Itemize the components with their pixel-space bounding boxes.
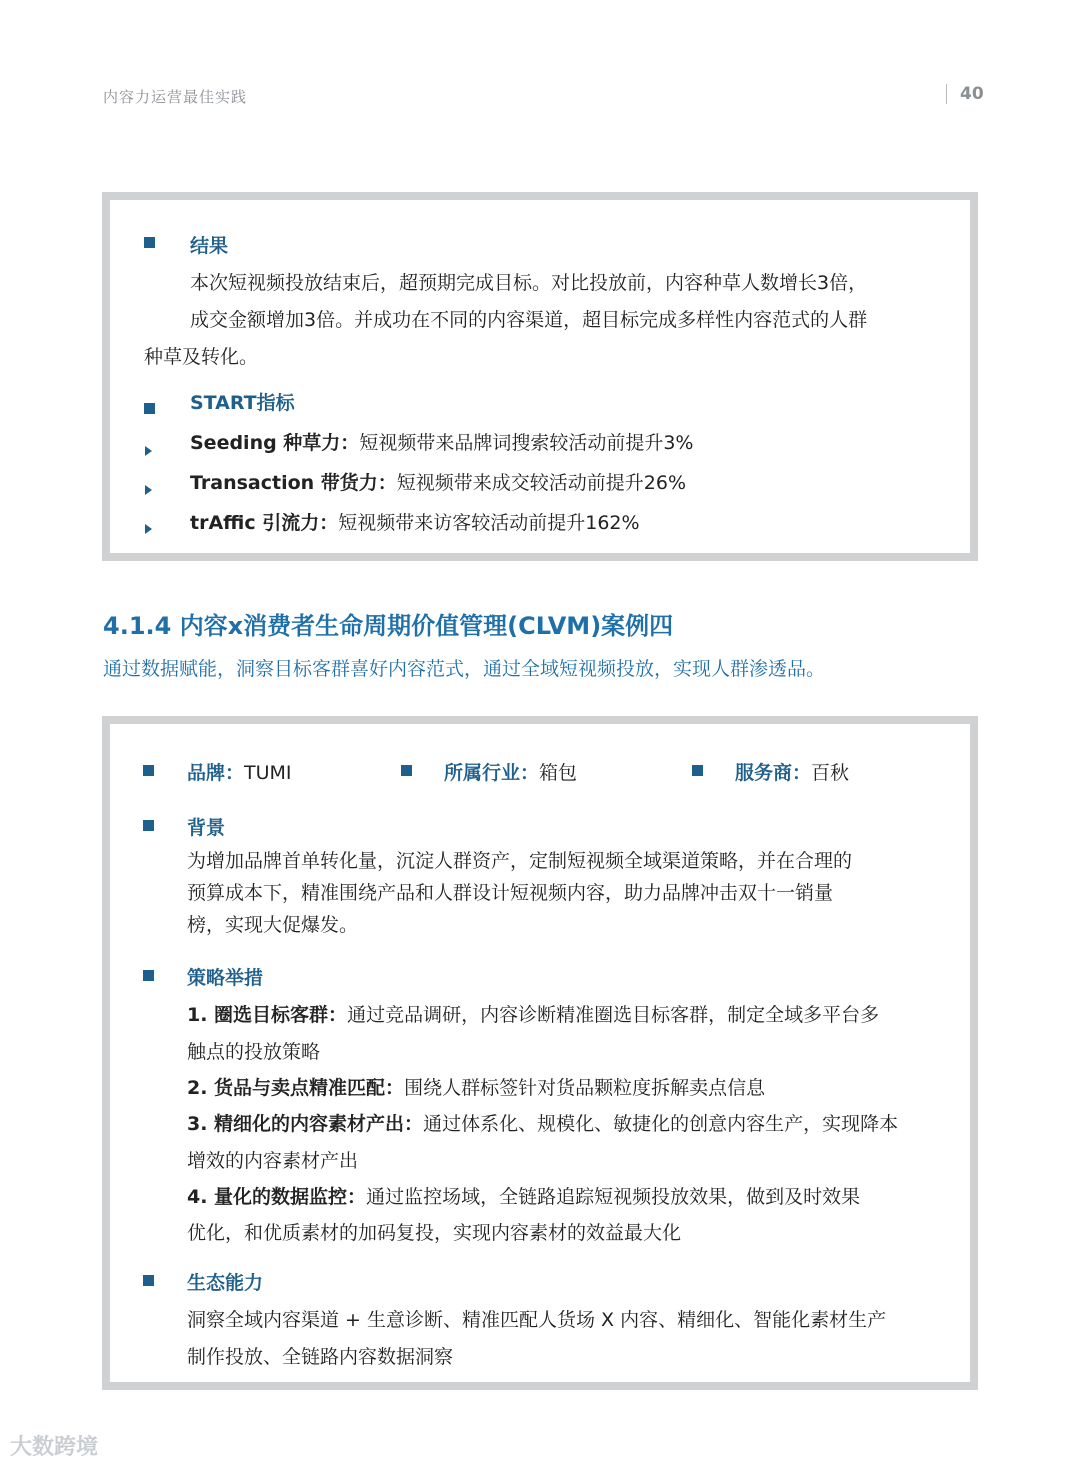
metric-desc: 短视频带来成交较活动前提升26% [396, 472, 687, 494]
brand-value: TUMI [244, 762, 292, 784]
watermark-logo [10, 1430, 98, 1461]
background-bullet-icon [143, 820, 154, 831]
result-line-3: 种草及转化。 [144, 346, 259, 368]
background-line-1: 为增加品牌首单转化量，沉淀人群资产，定制短视频全域渠道策略，并在合理的 [187, 850, 853, 872]
strategy-item-3 [187, 1109, 898, 1136]
strategy-item-4-cont: 优化，和优质素材的加码复投，实现内容素材的效益最大化 [187, 1222, 682, 1244]
results-box [102, 192, 978, 561]
metric-traffic [190, 508, 640, 535]
strategy-text: 围绕人群标签针对货品颗粒度拆解卖点信息 [404, 1077, 766, 1099]
eco-line-1: 洞察全域内容渠道 + 生意诊断、精准匹配人货场 X 内容、精细化、智能化素材生产 [187, 1309, 887, 1331]
industry-field [444, 758, 577, 785]
brand-field [187, 758, 292, 785]
strategy-item-2 [187, 1073, 765, 1100]
eco-bullet-icon [143, 1275, 154, 1286]
result-line-2: 成交金额增加3倍。并成功在不同的内容渠道，超目标完成多样性内容范式的人群 [190, 309, 868, 331]
eco-label: 生态能力 [187, 1272, 264, 1294]
brand-bullet-icon [143, 765, 154, 776]
metric-arrow-icon [145, 446, 152, 456]
strategy-head: 3. 精细化的内容素材产出： [187, 1113, 424, 1135]
strategy-head: 2. 货品与卖点精准匹配： [187, 1077, 405, 1099]
strategy-head: 1. 圈选目标客群： [187, 1004, 348, 1026]
provider-bullet-icon [692, 765, 703, 776]
strategy-bullet-icon [143, 970, 154, 981]
metric-arrow-icon [145, 485, 152, 495]
page-number: 40 [960, 84, 984, 104]
strategy-text: 通过竞品调研，内容诊断精准圈选目标客群，制定全域多平台多 [347, 1004, 880, 1026]
industry-bullet-icon [401, 765, 412, 776]
strategy-label: 策略举措 [187, 967, 264, 989]
strategy-item-4 [187, 1182, 860, 1209]
metric-transaction [190, 468, 686, 495]
result-bullet-icon [144, 237, 155, 248]
metric-name: trAffic 引流力： [190, 512, 339, 534]
metric-name: Transaction 带货力： [190, 472, 397, 494]
watermark-text: 大数跨境 [10, 1435, 99, 1460]
strategy-text: 通过体系化、规模化、敏捷化的创意内容生产，实现降本 [423, 1113, 899, 1135]
metric-seeding [190, 428, 693, 455]
background-line-2: 预算成本下，精准围绕产品和人群设计短视频内容，助力品牌冲击双十一销量 [187, 882, 834, 904]
strategy-item-3-cont: 增效的内容素材产出 [187, 1150, 359, 1172]
strategy-item-1-cont: 触点的投放策略 [187, 1041, 321, 1063]
strategy-item-1 [187, 1000, 879, 1027]
eco-line-2: 制作投放、全链路内容数据洞察 [187, 1346, 454, 1368]
metric-desc: 短视频带来品牌词搜索较活动前提升3% [359, 432, 694, 454]
background-line-3: 榜，实现大促爆发。 [187, 914, 359, 936]
result-line-1: 本次短视频投放结束后，超预期完成目标。对比投放前，内容种草人数增长3倍， [190, 272, 868, 294]
industry-value: 箱包 [539, 762, 578, 784]
start-label: START指标 [190, 392, 295, 414]
start-bullet-icon [144, 403, 155, 414]
section-title: 4.1.4 内容x消费者生命周期价值管理(CLVM)案例四 [103, 612, 674, 640]
result-label: 结果 [190, 235, 229, 257]
section-subtitle: 通过数据赋能，洞察目标客群喜好内容范式，通过全域短视频投放，实现人群渗透品。 [103, 658, 826, 680]
metric-arrow-icon [145, 524, 152, 534]
provider-label: 服务商： [735, 762, 812, 784]
strategy-head: 4. 量化的数据监控： [187, 1186, 367, 1208]
provider-value: 百秋 [811, 762, 850, 784]
brand-label: 品牌： [187, 762, 245, 784]
running-header-title: 内容力运营最佳实践 [103, 88, 248, 106]
metric-desc: 短视频带来访客较活动前提升162% [338, 512, 640, 534]
strategy-text: 通过监控场域，全链路追踪短视频投放效果，做到及时效果 [366, 1186, 861, 1208]
header-divider [946, 84, 947, 104]
metric-name: Seeding 种草力： [190, 432, 360, 454]
industry-label: 所属行业： [444, 762, 540, 784]
background-label: 背景 [187, 817, 226, 839]
provider-field [735, 758, 849, 785]
